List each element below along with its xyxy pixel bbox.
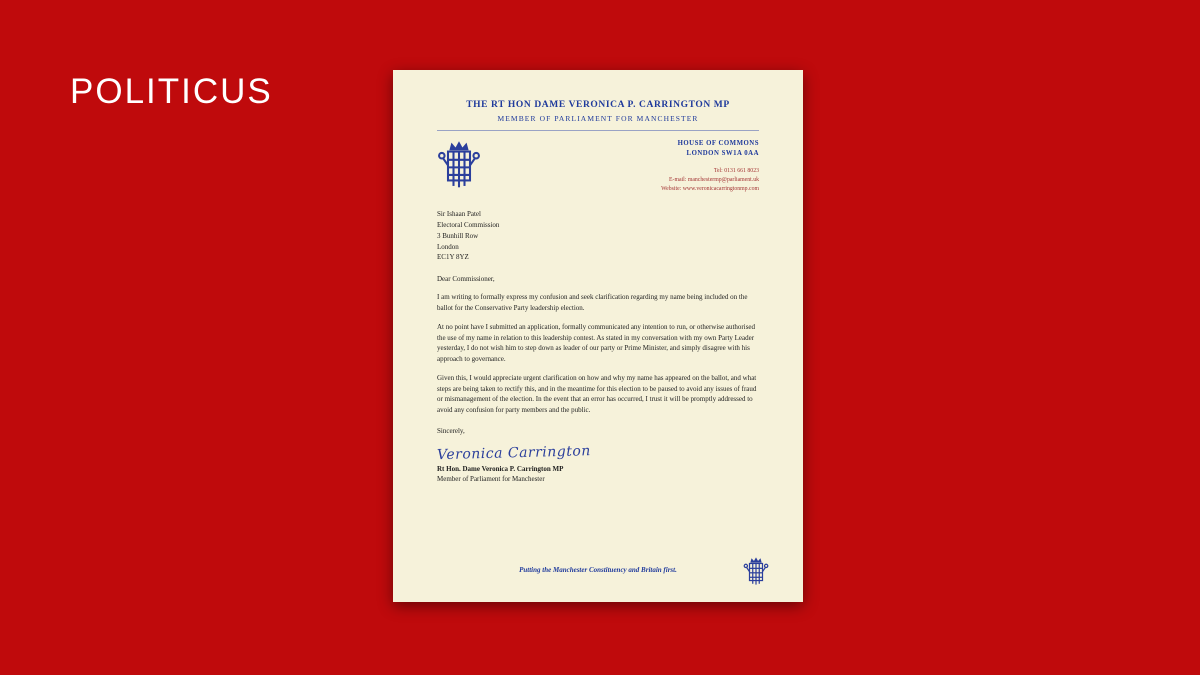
recipient-line: 3 Bunhill Row xyxy=(437,231,479,240)
body-paragraph: I am writing to formally express my confusion and seek clarification regarding my name being included on the ballot for the Conservative Party leadership election. xyxy=(437,293,748,312)
recipient-address xyxy=(437,209,759,263)
recipient-line: Sir Ishaan Patel xyxy=(437,210,481,218)
contact-website: Website: www.veronicacarringtonmp.com xyxy=(661,186,759,193)
contact-house: HOUSE OF COMMONS xyxy=(677,140,759,147)
header-divider xyxy=(437,130,759,131)
signature-script: Veronica Carrington xyxy=(436,443,592,464)
letterhead-row xyxy=(437,139,759,197)
body-paragraph: At no point have I submitted an application, formally communicated any intention to run, or otherwise authorised the use of my name in relation to this leadership contest. As stated in my conversation with my own Party Leader yesterday, I do not wish him to step down as leader of our party or Prime Minister, and simply disagree with his approach to governance. xyxy=(437,323,756,363)
salutation: Dear Commissioner, xyxy=(437,275,495,284)
politicus-logo: POLITICUS xyxy=(70,72,273,111)
letter-document xyxy=(393,70,803,602)
recipient-line: EC1Y 8YZ xyxy=(437,253,469,262)
portcullis-emblem-icon xyxy=(437,139,481,193)
contact-tel: Tel: 0131 661 8023 xyxy=(713,167,759,174)
portcullis-footer-icon xyxy=(743,556,769,588)
contact-email: E-mail: manchestermp@parliament.uk xyxy=(668,176,759,183)
recipient-line: Electoral Commission xyxy=(437,220,500,229)
letterhead-name: THE RT HON DAME VERONICA P. CARRINGTON MP xyxy=(466,100,730,110)
contact-block xyxy=(661,139,759,194)
letter-motto: Putting the Manchester Constituency and Britain first. xyxy=(519,566,677,574)
body-paragraph: Given this, I would appreciate urgent clarification on how and why my name has appeared on the ballot, and what steps are being taken to rectify this, and in the meantime for this election to be paused to avoid any issues of fraud or mismanagement of the election. In the event that an error has occurred, I trust it will be promptly addressed to avoid any confusion for party members and the public. xyxy=(437,374,757,414)
recipient-line: London xyxy=(437,242,459,251)
signatory-role: Member of Parliament for Manchester xyxy=(437,475,545,484)
signatory-name: Rt Hon. Dame Veronica P. Carrington MP xyxy=(437,465,564,474)
letterhead-role: MEMBER OF PARLIAMENT FOR MANCHESTER xyxy=(497,114,699,123)
closing: Sincerely, xyxy=(437,427,465,436)
contact-address: LONDON SW1A 0AA xyxy=(686,149,759,157)
